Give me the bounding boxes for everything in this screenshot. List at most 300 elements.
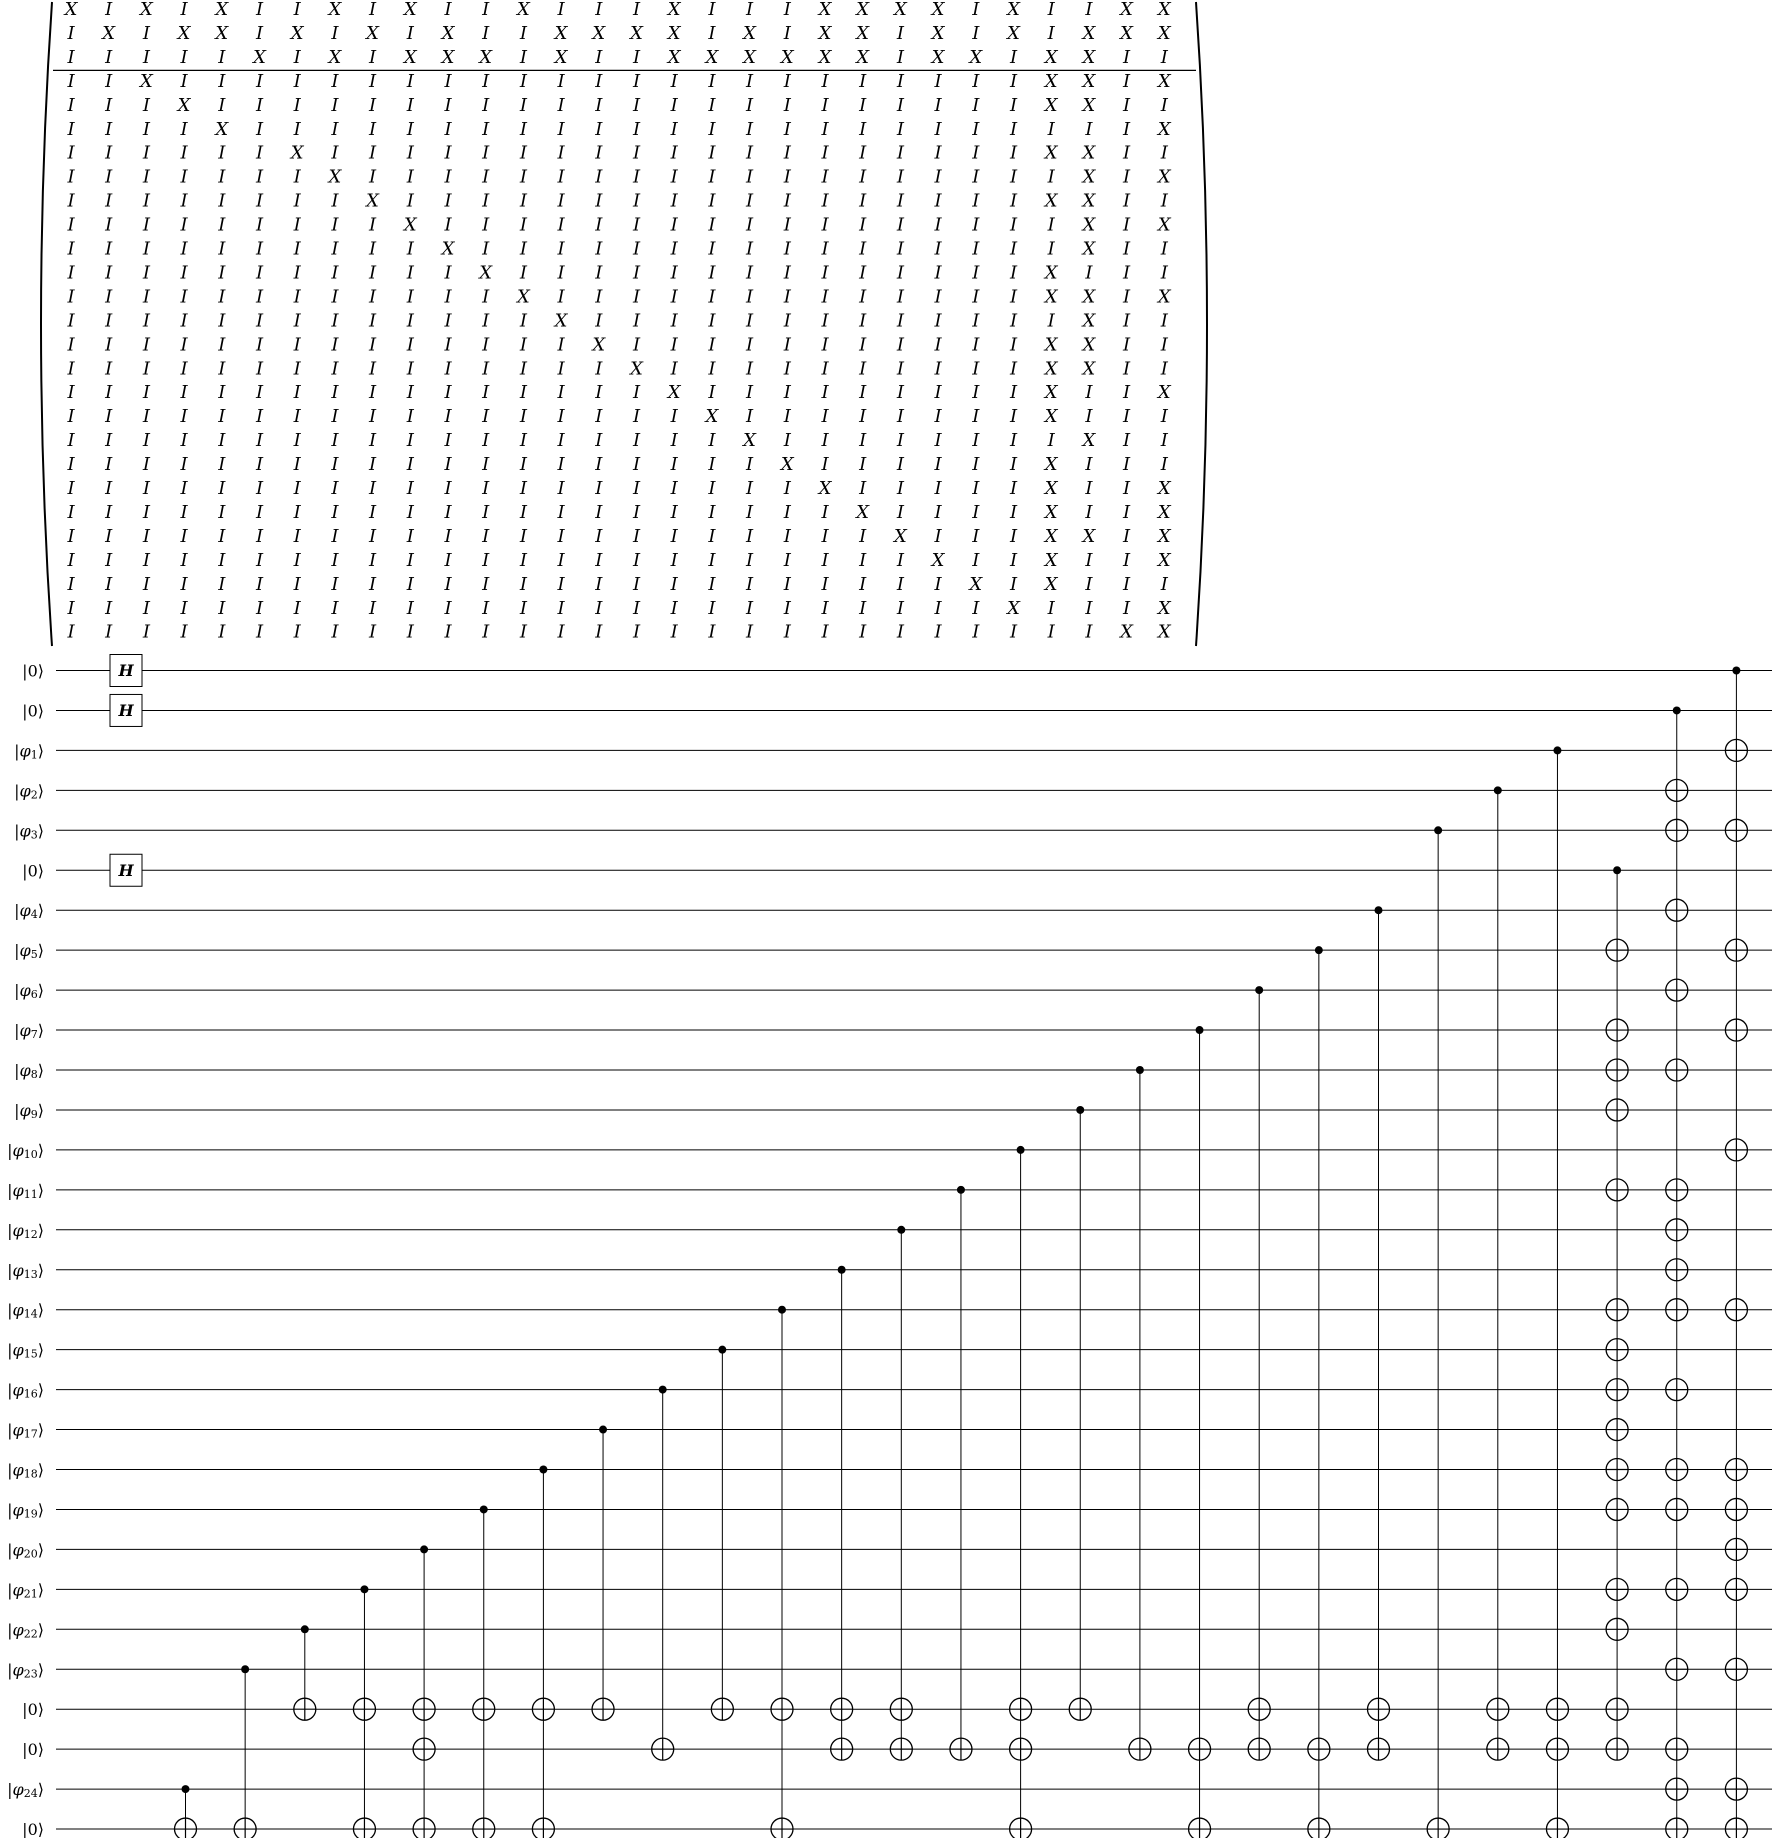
matrix-cell: I xyxy=(67,46,75,68)
matrix-cell: I xyxy=(859,166,867,188)
control-dot xyxy=(480,1505,488,1513)
matrix-cell: X xyxy=(177,22,191,44)
matrix-cell: X xyxy=(102,22,116,44)
matrix-cell: X xyxy=(1044,501,1058,523)
matrix-cell: I xyxy=(331,94,339,116)
matrix-cell: I xyxy=(1047,310,1055,332)
matrix-cell: I xyxy=(972,0,980,20)
matrix-cell: X xyxy=(818,46,832,68)
target-oplus xyxy=(353,1698,375,1720)
matrix-cell: I xyxy=(1123,238,1131,260)
matrix-cell: X xyxy=(1157,621,1171,643)
matrix-cell: I xyxy=(105,406,113,428)
matrix-cell: I xyxy=(406,454,414,476)
matrix-cell: I xyxy=(255,525,264,547)
matrix-cell: I xyxy=(557,454,565,476)
matrix-cell: I xyxy=(746,70,754,92)
matrix-cell: I xyxy=(105,286,113,308)
matrix-cell: I xyxy=(595,142,603,164)
matrix-cell: I xyxy=(670,621,678,643)
matrix-cell: X xyxy=(1157,70,1171,92)
matrix-cell: I xyxy=(142,310,150,332)
matrix-cell: I xyxy=(783,358,791,380)
target-oplus xyxy=(1606,1738,1628,1760)
matrix-cell: I xyxy=(255,166,264,188)
matrix-cell: I xyxy=(972,166,980,188)
matrix-cell: I xyxy=(444,621,452,643)
matrix-cell: I xyxy=(293,70,301,92)
matrix-cell: I xyxy=(482,573,490,595)
matrix-cell: I xyxy=(972,382,980,404)
matrix-cell: I xyxy=(896,166,904,188)
matrix-cell: X xyxy=(705,46,719,68)
matrix-cell: I xyxy=(934,166,942,188)
matrix-cell: I xyxy=(142,166,150,188)
svg-text:|φ20⟩: $|\varphi_{20}⟩$ xyxy=(7,1539,44,1560)
matrix-cell: I xyxy=(519,454,527,476)
svg-text:H: H xyxy=(118,700,134,720)
matrix-cell: I xyxy=(293,478,301,499)
cnot-gate xyxy=(1487,786,1509,1760)
wire-label xyxy=(7,1420,44,1440)
svg-text:|φ7⟩: $|\varphi_7⟩$ xyxy=(14,1020,44,1041)
matrix-cell: I xyxy=(369,454,377,476)
matrix-cell: I xyxy=(708,549,716,571)
matrix-cell: I xyxy=(896,358,904,380)
matrix-cell: I xyxy=(670,262,678,284)
matrix-cell: I xyxy=(293,525,301,547)
matrix-cell: I xyxy=(859,621,867,643)
matrix-cell: I xyxy=(632,166,641,188)
matrix-cell: X xyxy=(441,22,455,44)
matrix-cell: I xyxy=(557,286,565,308)
matrix-cell: I xyxy=(1009,549,1018,571)
matrix-cell: I xyxy=(369,310,377,332)
matrix-cell: I xyxy=(859,573,867,595)
matrix-cell: I xyxy=(67,166,75,188)
matrix-cell: I xyxy=(934,525,942,547)
matrix-cell: I xyxy=(142,430,150,452)
matrix-cell: I xyxy=(632,525,641,547)
matrix-cell: I xyxy=(255,94,264,116)
matrix-cell: I xyxy=(67,454,75,476)
cnot-gate xyxy=(711,1346,733,1721)
matrix-cell: I xyxy=(746,310,754,332)
matrix-cell: I xyxy=(444,549,452,571)
matrix-cell: I xyxy=(444,166,452,188)
matrix-cell: I xyxy=(293,334,301,356)
matrix-cell: I xyxy=(670,118,678,140)
matrix-cell: I xyxy=(1047,214,1055,236)
matrix-cell: X xyxy=(215,22,229,44)
matrix-cell: I xyxy=(444,430,452,452)
matrix-cell: I xyxy=(180,334,188,356)
matrix-cell: I xyxy=(1047,118,1055,140)
matrix-cell: X xyxy=(366,22,380,44)
matrix-cell: I xyxy=(142,621,150,643)
matrix-cell: X xyxy=(592,22,606,44)
matrix-cell: X xyxy=(705,406,719,428)
matrix-cell: X xyxy=(1157,22,1171,44)
svg-text:|φ24⟩: $|\varphi_{24}⟩$ xyxy=(7,1779,44,1800)
matrix-cell: I xyxy=(821,358,829,380)
matrix-cell: I xyxy=(821,454,829,476)
matrix-cell: I xyxy=(972,70,980,92)
matrix-cell: I xyxy=(482,166,490,188)
matrix-cell: I xyxy=(1009,525,1018,547)
matrix-cell: I xyxy=(142,478,150,499)
matrix-cell: I xyxy=(632,70,641,92)
matrix-cell: I xyxy=(972,430,980,452)
matrix-cell: I xyxy=(406,406,414,428)
matrix-cell: X xyxy=(667,0,681,20)
matrix-cell: I xyxy=(746,454,754,476)
matrix-cell: I xyxy=(218,46,226,68)
matrix-cell: I xyxy=(331,214,339,236)
matrix-cell: I xyxy=(1009,310,1018,332)
matrix-cell: I xyxy=(482,334,490,356)
matrix-cell: I xyxy=(369,238,377,260)
matrix-cell: I xyxy=(708,478,716,499)
matrix-cell: I xyxy=(1160,142,1168,164)
matrix-cell: I xyxy=(1123,597,1131,619)
matrix-cell: I xyxy=(218,262,226,284)
control-dot xyxy=(1255,986,1263,994)
matrix-cell: I xyxy=(1123,382,1131,404)
matrix-cell: I xyxy=(331,501,339,523)
matrix-cell: X xyxy=(780,46,794,68)
matrix-cell: I xyxy=(708,118,716,140)
matrix-cell: I xyxy=(821,334,829,356)
matrix-cell: I xyxy=(1160,238,1168,260)
target-oplus xyxy=(1606,1618,1628,1640)
matrix-cell: I xyxy=(406,597,414,619)
matrix-cell: I xyxy=(972,501,980,523)
matrix-cell: I xyxy=(444,525,452,547)
matrix-cell: X xyxy=(253,46,266,68)
matrix-cell: I xyxy=(934,501,942,523)
matrix-cell: I xyxy=(896,501,904,523)
svg-text:|φ11⟩: $|\varphi_{11}⟩$ xyxy=(7,1180,44,1201)
matrix-cell: I xyxy=(444,214,452,236)
matrix-cell: I xyxy=(142,190,150,212)
matrix-cell: I xyxy=(859,597,867,619)
matrix-cell: I xyxy=(406,262,414,284)
svg-text:|φ22⟩: $|\varphi_{22}⟩$ xyxy=(7,1619,44,1640)
wire-label xyxy=(22,661,44,680)
matrix-cell: I xyxy=(255,286,264,308)
cnot-gate xyxy=(771,1306,793,1838)
matrix-cell: I xyxy=(708,22,716,44)
cnot-gate xyxy=(1666,706,1688,1838)
matrix-cell: I xyxy=(783,262,791,284)
matrix-cell: I xyxy=(595,118,603,140)
target-oplus xyxy=(1546,1818,1568,1838)
matrix-cell: X xyxy=(1082,166,1096,188)
matrix-cell: X xyxy=(931,22,945,44)
matrix-cell: I xyxy=(105,454,113,476)
matrix-cell: I xyxy=(746,118,754,140)
target-oplus xyxy=(234,1818,256,1838)
wire-label xyxy=(14,781,44,801)
target-oplus xyxy=(1606,1019,1628,1041)
target-oplus xyxy=(1666,1498,1688,1520)
wire-label xyxy=(7,1180,44,1200)
matrix-cell: I xyxy=(1085,454,1093,476)
matrix-cell: I xyxy=(255,478,264,499)
matrix-cell: I xyxy=(1123,501,1131,523)
matrix-cell: I xyxy=(746,549,754,571)
matrix-cell: I xyxy=(1160,334,1168,356)
matrix-cell: I xyxy=(67,501,75,523)
matrix-cell: I xyxy=(142,454,150,476)
cnot-gate xyxy=(1725,667,1747,1838)
matrix-cell: I xyxy=(783,478,791,499)
target-oplus xyxy=(1666,819,1688,841)
matrix-cell: I xyxy=(105,142,113,164)
target-oplus xyxy=(652,1738,674,1760)
cnot-gate xyxy=(1368,906,1390,1760)
matrix-cell: I xyxy=(896,310,904,332)
matrix-cell: I xyxy=(783,334,791,356)
matrix-cell: I xyxy=(821,118,829,140)
matrix-cell: I xyxy=(557,0,565,20)
svg-text:|φ1⟩: $|\varphi_1⟩$ xyxy=(14,740,44,761)
matrix-cell: X xyxy=(441,46,455,68)
control-dot xyxy=(1196,1026,1204,1034)
matrix-cell: I xyxy=(482,454,490,476)
matrix-cell: I xyxy=(1009,406,1018,428)
matrix-cell: I xyxy=(595,621,603,643)
matrix-cell: X xyxy=(1120,0,1134,20)
matrix-cell: I xyxy=(1123,549,1131,571)
matrix-cell: I xyxy=(783,142,791,164)
matrix-cell: I xyxy=(142,238,150,260)
matrix-cell: I xyxy=(708,621,716,643)
matrix-cell: I xyxy=(708,597,716,619)
control-dot xyxy=(1076,1106,1084,1114)
matrix-cell: I xyxy=(783,573,791,595)
cnot-gate xyxy=(1129,1066,1151,1760)
target-oplus xyxy=(1666,1778,1688,1800)
matrix-cell: I xyxy=(180,310,188,332)
matrix-cell: I xyxy=(482,142,490,164)
matrix-cell: I xyxy=(369,525,377,547)
matrix-cell: I xyxy=(369,597,377,619)
matrix-cell: I xyxy=(557,142,565,164)
wire-label xyxy=(7,1140,44,1160)
target-oplus xyxy=(1725,1818,1747,1838)
matrix-cell: I xyxy=(255,334,264,356)
target-oplus xyxy=(1666,1818,1688,1838)
svg-text:|φ2⟩: $|\varphi_2⟩$ xyxy=(14,780,44,801)
matrix-cell: I xyxy=(859,549,867,571)
matrix-cell: I xyxy=(180,549,188,571)
matrix-cell: I xyxy=(180,70,188,92)
matrix-cell: X xyxy=(592,334,606,356)
target-oplus xyxy=(1606,1459,1628,1481)
target-oplus xyxy=(1606,1179,1628,1201)
target-oplus xyxy=(413,1738,435,1760)
matrix-cell: I xyxy=(105,214,113,236)
matrix-cell: I xyxy=(180,142,188,164)
matrix-cell: I xyxy=(406,573,414,595)
matrix-cell: I xyxy=(255,238,264,260)
matrix-cell: I xyxy=(142,214,150,236)
svg-text:H: H xyxy=(118,661,134,680)
matrix-cell: X xyxy=(1157,525,1171,547)
matrix-cell: I xyxy=(708,0,716,20)
matrix-cell: I xyxy=(859,142,867,164)
cnot-gate xyxy=(950,1186,972,1760)
wire-label xyxy=(7,1540,44,1560)
matrix-cell: X xyxy=(1044,478,1058,499)
matrix-cell: I xyxy=(519,22,527,44)
svg-text:H: H xyxy=(118,860,134,880)
matrix-cell: I xyxy=(255,142,264,164)
matrix-cell: I xyxy=(218,549,226,571)
matrix-cell: X xyxy=(554,46,568,68)
svg-text:|φ4⟩: $|\varphi_4⟩$ xyxy=(14,900,44,921)
matrix-cell: I xyxy=(821,262,829,284)
matrix-cell: X xyxy=(64,0,78,20)
svg-text:|φ5⟩: $|\varphi_5⟩$ xyxy=(14,940,44,961)
cnot-gate xyxy=(532,1466,554,1838)
matrix-cell: I xyxy=(482,382,490,404)
matrix-cell: X xyxy=(441,238,455,260)
target-oplus xyxy=(294,1698,316,1720)
matrix-cell: I xyxy=(934,238,942,260)
matrix-cell: I xyxy=(557,573,565,595)
matrix-cell: I xyxy=(180,597,188,619)
target-oplus xyxy=(1248,1738,1270,1760)
matrix-cell: X xyxy=(969,573,983,595)
matrix-cell: I xyxy=(708,190,716,212)
matrix-cell: X xyxy=(743,22,757,44)
cnot-gate xyxy=(473,1505,495,1838)
matrix-cell: X xyxy=(1044,525,1058,547)
target-oplus xyxy=(592,1698,614,1720)
matrix-cell: I xyxy=(406,382,414,404)
matrix-cell: I xyxy=(482,525,490,547)
target-oplus xyxy=(1606,1379,1628,1401)
target-oplus xyxy=(1666,979,1688,1001)
matrix-cell: I xyxy=(746,501,754,523)
matrix-cell: I xyxy=(218,166,226,188)
matrix-cell: X xyxy=(1082,190,1096,212)
matrix-cell: X xyxy=(328,0,342,20)
matrix-cell: I xyxy=(519,621,527,643)
matrix-cell: I xyxy=(783,525,791,547)
matrix-cell: X xyxy=(1044,358,1058,380)
target-oplus xyxy=(1725,1778,1747,1800)
matrix-cell: I xyxy=(369,214,377,236)
matrix-cell: I xyxy=(1047,430,1055,452)
matrix-cell: I xyxy=(934,214,942,236)
matrix-cell: I xyxy=(595,262,603,284)
target-oplus xyxy=(1606,1099,1628,1121)
matrix-cell: I xyxy=(708,166,716,188)
cnot-gate xyxy=(1010,1146,1032,1838)
matrix-cell: X xyxy=(1082,94,1096,116)
matrix-cell: I xyxy=(1123,118,1131,140)
matrix-cell: I xyxy=(67,190,75,212)
matrix-cell: I xyxy=(595,358,603,380)
matrix-cell: I xyxy=(218,214,226,236)
matrix-cell: I xyxy=(1009,238,1018,260)
matrix-cell: I xyxy=(1009,46,1018,68)
matrix-cell: I xyxy=(293,430,301,452)
matrix-cell: I xyxy=(670,501,678,523)
matrix-cell: I xyxy=(331,573,339,595)
matrix-cell: X xyxy=(554,310,568,332)
matrix-cell: X xyxy=(1157,478,1171,499)
matrix-cell: I xyxy=(1047,22,1055,44)
matrix-cell: I xyxy=(369,94,377,116)
matrix-cell: X xyxy=(667,46,681,68)
matrix-cell: I xyxy=(142,382,150,404)
matrix-cell: I xyxy=(1085,501,1093,523)
matrix-cell: I xyxy=(595,94,603,116)
matrix-cell: I xyxy=(821,166,829,188)
matrix-cell: I xyxy=(444,406,452,428)
target-oplus xyxy=(1666,1459,1688,1481)
matrix-cell: I xyxy=(821,621,829,643)
matrix-cell: X xyxy=(479,46,493,68)
matrix-cell: X xyxy=(1082,358,1096,380)
cnot-gate xyxy=(1606,866,1628,1760)
matrix-cell: I xyxy=(972,597,980,619)
matrix-cell: I xyxy=(972,334,980,356)
matrix-cell: I xyxy=(859,358,867,380)
matrix-cell: I xyxy=(972,406,980,428)
matrix-cell: I xyxy=(105,430,113,452)
matrix-cell: I xyxy=(632,406,641,428)
matrix-cell: I xyxy=(1123,262,1131,284)
matrix-cell: I xyxy=(444,573,452,595)
matrix-cell: I xyxy=(896,454,904,476)
target-oplus xyxy=(1606,1578,1628,1600)
matrix-cell: I xyxy=(105,46,113,68)
matrix-cell: I xyxy=(934,358,942,380)
matrix-cell: I xyxy=(331,142,339,164)
wire-label xyxy=(7,1620,44,1640)
matrix-cell: I xyxy=(293,382,301,404)
matrix-cell: I xyxy=(708,238,716,260)
matrix-cell: I xyxy=(255,430,264,452)
target-oplus xyxy=(1189,1738,1211,1760)
control-dot xyxy=(301,1625,309,1633)
matrix-cell: I xyxy=(670,573,678,595)
matrix-cell: I xyxy=(595,214,603,236)
target-oplus xyxy=(1010,1818,1032,1838)
matrix-cell: I xyxy=(255,214,264,236)
matrix-cell: I xyxy=(783,310,791,332)
matrix-cell: I xyxy=(746,334,754,356)
matrix-cell: I xyxy=(255,0,264,20)
matrix-cell: I xyxy=(406,22,414,44)
matrix-cell: I xyxy=(218,501,226,523)
matrix-cell: I xyxy=(595,190,603,212)
matrix-cell: I xyxy=(105,501,113,523)
matrix-cell: I xyxy=(595,501,603,523)
matrix-cell: I xyxy=(708,262,716,284)
cnot-gate xyxy=(1189,1026,1211,1838)
matrix-cell: I xyxy=(406,430,414,452)
matrix-cell: I xyxy=(783,94,791,116)
control-dot xyxy=(957,1186,965,1194)
matrix-cell: I xyxy=(369,430,377,452)
